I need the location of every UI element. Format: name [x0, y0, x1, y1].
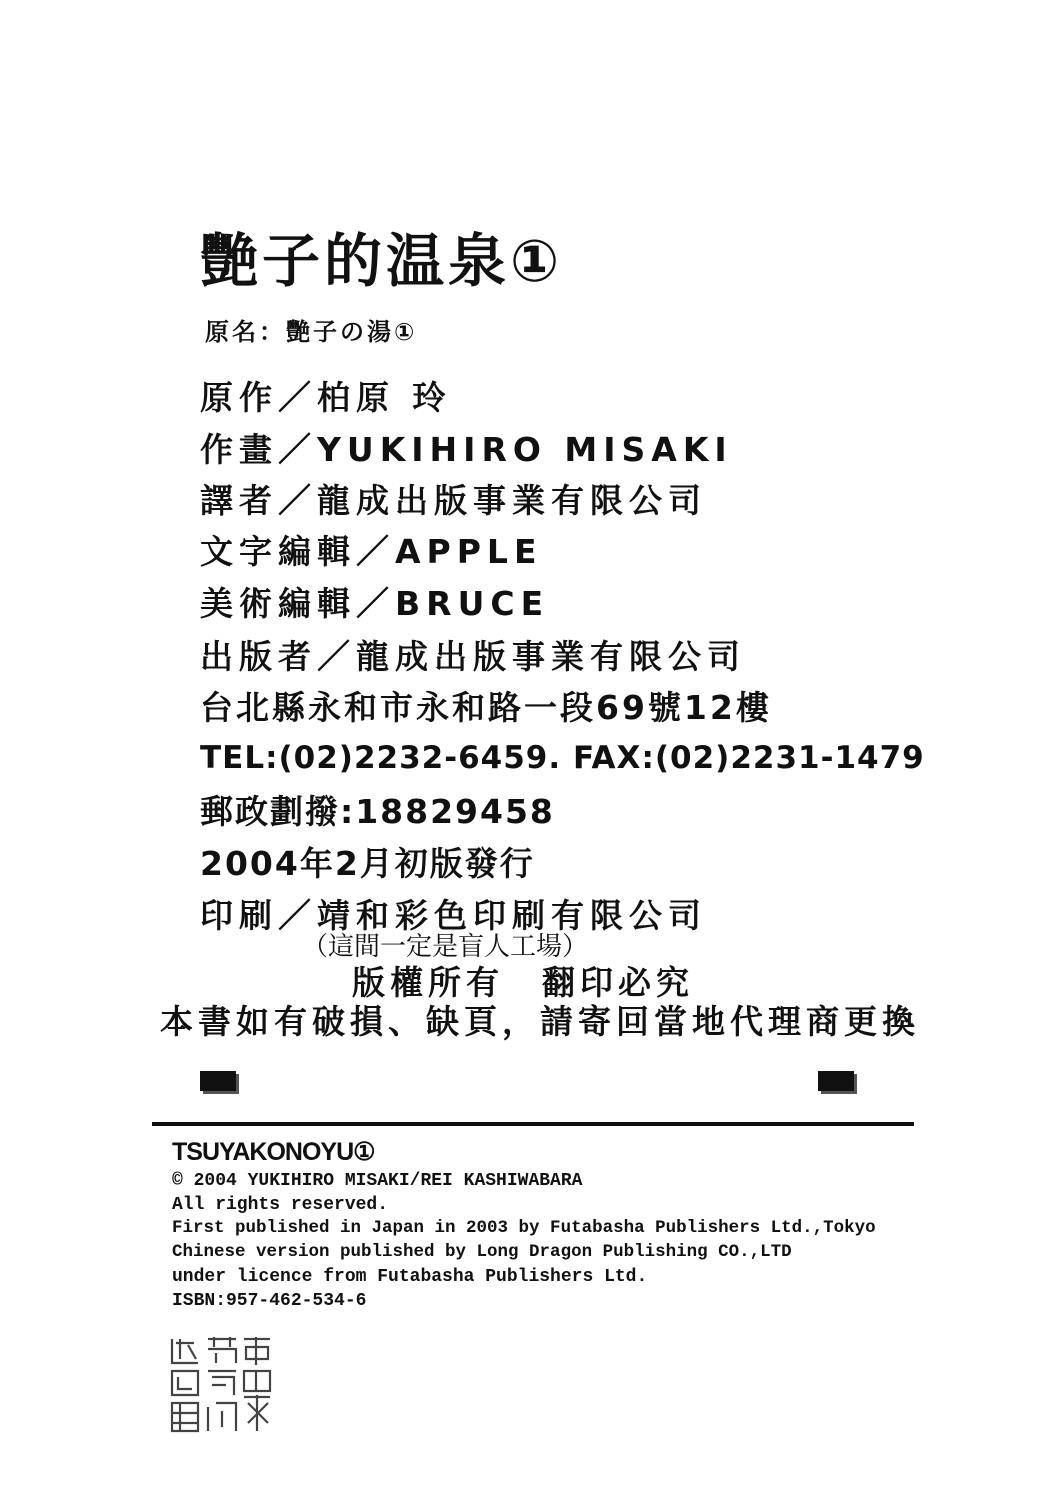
annotation-note: （這間一定是盲人工場）	[302, 932, 589, 962]
publication-date: 2004年2月初版發行	[200, 844, 535, 883]
english-title: TSUYAKONOYU①	[172, 1138, 375, 1166]
publisher-address: 台北縣永和市永和路一段69號12樓	[200, 688, 772, 727]
credit-translator: 譯者／龍成出版事業有限公司	[200, 481, 707, 520]
divider-rule	[152, 1122, 914, 1126]
credit-publisher: 出版者／龍成出版事業有限公司	[200, 637, 746, 676]
rights-notice: 版權所有 翻印必究	[352, 963, 694, 1002]
credit-artist: 作畫／YUKIHIRO MISAKI	[200, 430, 733, 469]
credit-author: 原作／柏原 玲	[200, 378, 452, 417]
registration-mark-right	[818, 1071, 854, 1091]
licence-line: under licence from Futabasha Publishers Ltd.	[172, 1267, 648, 1287]
registration-mark-left	[200, 1071, 236, 1091]
seal-column-2	[208, 1337, 236, 1431]
credit-printer: 印刷／靖和彩色印刷有限公司	[200, 896, 707, 935]
chinese-version: Chinese version published by Long Dragon Publishing CO.,LTD	[172, 1242, 792, 1262]
seal-stamp-icon	[168, 1335, 274, 1435]
first-published: First published in Japan in 2003 by Futabasha Publishers Ltd.,Tokyo	[172, 1218, 876, 1238]
seal-column-1	[172, 1339, 198, 1431]
book-title: 艷子的温泉①	[200, 227, 564, 295]
credit-text-editor: 文字編輯／APPLE	[200, 532, 543, 571]
publisher-phone-fax: TEL:(02)2232-6459. FAX:(02)2231-1479	[200, 740, 925, 776]
return-notice: 本書如有破損、缺頁，請寄回當地代理商更換	[160, 1002, 920, 1041]
seal-column-3	[244, 1337, 270, 1431]
credit-art-editor: 美術編輯／BRUCE	[200, 584, 550, 623]
original-name: 原名：艷子の湯①	[205, 318, 418, 346]
postal-account: 郵政劃撥:18829458	[200, 792, 555, 831]
isbn: ISBN:957-462-534-6	[172, 1291, 367, 1311]
copyright-line: © 2004 YUKIHIRO MISAKI/REI KASHIWABARA	[172, 1171, 583, 1191]
rights-reserved: All rights reserved.	[172, 1195, 389, 1215]
